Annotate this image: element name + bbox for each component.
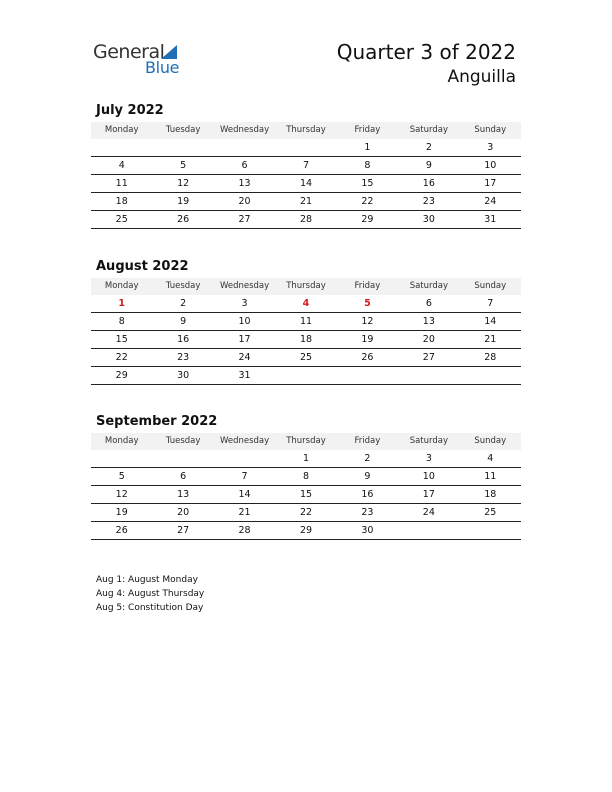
day-cell: 30 (361, 525, 374, 536)
weekday-label: Sunday (474, 281, 507, 291)
day-cell: 27 (422, 352, 435, 363)
day-cell (460, 522, 521, 539)
calendar-grid (91, 433, 521, 540)
logo-triangle-icon (161, 45, 177, 59)
day-cell: 16 (361, 489, 374, 500)
holiday-note: Aug 5: Constitution Day (96, 603, 204, 613)
weekday-label: Thursday (286, 436, 326, 446)
day-cell: 4 (118, 160, 125, 171)
week-row (91, 367, 521, 385)
month-september (91, 413, 521, 540)
day-cell: 24 (238, 352, 251, 363)
day-cell: 17 (238, 334, 251, 345)
week-row (91, 139, 521, 157)
weekday-label: Friday (354, 281, 381, 291)
weekday-label: Monday (104, 125, 139, 135)
day-cell: 5 (180, 160, 187, 171)
day-cell: 13 (238, 178, 251, 189)
day-cell: 15 (299, 489, 313, 500)
day-cell: 11 (299, 316, 313, 327)
day-cell (460, 367, 521, 384)
weekday-header-row (91, 433, 521, 450)
week-row (91, 313, 521, 331)
day-cell: 8 (364, 160, 371, 171)
day-cell: 23 (422, 196, 435, 207)
day-cell: 16 (177, 334, 190, 345)
day-cell: 6 (425, 298, 432, 309)
day-cell (91, 139, 152, 156)
day-cell: 16 (422, 178, 435, 189)
day-cell: 21 (484, 334, 497, 345)
day-cell: 31 (484, 214, 497, 225)
day-cell: 27 (177, 525, 190, 536)
week-row (91, 504, 521, 522)
day-cell: 25 (484, 507, 497, 518)
week-row (91, 522, 521, 540)
month-title: September 2022 (96, 414, 218, 429)
weekday-label: Saturday (409, 436, 448, 446)
day-cell: 3 (241, 298, 248, 309)
weekday-label: Wednesday (219, 125, 270, 135)
weekday-label: Monday (104, 281, 139, 291)
day-cell: 1 (364, 142, 371, 153)
day-cell: 15 (361, 178, 374, 189)
weekday-label: Tuesday (165, 125, 201, 135)
day-cell (398, 367, 459, 384)
day-cell: 30 (177, 370, 190, 381)
day-cell (275, 367, 336, 384)
day-cell: 21 (299, 196, 313, 207)
week-row (91, 349, 521, 367)
holiday-note: Aug 1: August Monday (96, 575, 198, 585)
day-cell: 31 (238, 370, 251, 381)
calendar-grid (91, 122, 521, 229)
day-cell: 22 (361, 196, 374, 207)
day-cell: 12 (361, 316, 374, 327)
weekday-label: Wednesday (219, 281, 270, 291)
day-cell: 25 (115, 214, 128, 225)
day-cell: 24 (422, 507, 435, 518)
day-cell: 23 (361, 507, 374, 518)
day-cell: 23 (177, 352, 190, 363)
month-july (91, 102, 521, 229)
day-cell: 6 (241, 160, 248, 171)
weekday-header-row (91, 122, 521, 139)
generalblue-logo (93, 41, 193, 79)
day-cell: 3 (487, 142, 494, 153)
day-cell: 14 (484, 316, 497, 327)
day-cell: 11 (484, 471, 497, 482)
day-cell: 8 (302, 471, 310, 482)
week-row (91, 175, 521, 193)
day-cell: 7 (487, 298, 494, 309)
day-cell: 24 (484, 196, 497, 207)
page-subtitle: Anguilla (447, 67, 516, 87)
week-row (91, 193, 521, 211)
weekday-label: Sunday (474, 125, 507, 135)
day-cell: 5 (364, 298, 371, 309)
day-cell (214, 450, 275, 467)
month-title: July 2022 (96, 103, 164, 118)
day-cell: 9 (364, 471, 371, 482)
week-row (91, 157, 521, 175)
day-cell: 29 (299, 525, 313, 536)
day-cell: 7 (302, 160, 310, 171)
day-cell: 26 (177, 214, 190, 225)
day-cell: 30 (422, 214, 435, 225)
day-cell: 6 (180, 471, 187, 482)
weekday-label: Saturday (409, 125, 448, 135)
day-cell (152, 450, 213, 467)
day-cell: 12 (177, 178, 190, 189)
weekday-header-row (91, 278, 521, 295)
weekday-label: Tuesday (165, 436, 201, 446)
week-row (91, 211, 521, 229)
day-cell (275, 139, 336, 156)
weekday-label: Sunday (474, 436, 507, 446)
day-cell: 13 (422, 316, 435, 327)
day-cell: 4 (302, 298, 310, 309)
day-cell: 26 (361, 352, 374, 363)
day-cell: 18 (115, 196, 128, 207)
day-cell: 14 (238, 489, 251, 500)
day-cell: 12 (115, 489, 128, 500)
day-cell: 20 (177, 507, 190, 518)
day-cell: 19 (177, 196, 190, 207)
day-cell: 15 (115, 334, 128, 345)
weekday-label: Friday (354, 436, 381, 446)
day-cell: 2 (180, 298, 187, 309)
day-cell: 2 (425, 142, 432, 153)
day-cell: 7 (241, 471, 248, 482)
weekday-label: Friday (354, 125, 381, 135)
weekday-label: Thursday (286, 281, 326, 291)
month-title: August 2022 (96, 259, 189, 274)
day-cell: 18 (484, 489, 497, 500)
day-cell: 22 (115, 352, 128, 363)
day-cell: 21 (238, 507, 251, 518)
day-cell: 2 (364, 453, 371, 464)
week-row (91, 295, 521, 313)
day-cell: 19 (115, 507, 128, 518)
day-cell (152, 139, 213, 156)
holiday-note: Aug 4: August Thursday (96, 589, 205, 599)
day-cell: 5 (118, 471, 125, 482)
day-cell: 3 (425, 453, 432, 464)
day-cell: 13 (177, 489, 190, 500)
day-cell: 10 (238, 316, 251, 327)
day-cell: 22 (299, 507, 313, 518)
day-cell: 9 (425, 160, 432, 171)
day-cell: 11 (115, 178, 128, 189)
weekday-label: Monday (104, 436, 139, 446)
day-cell: 28 (484, 352, 497, 363)
day-cell: 20 (238, 196, 251, 207)
logo-general-text: General (93, 41, 165, 63)
week-row (91, 468, 521, 486)
day-cell: 18 (299, 334, 313, 345)
day-cell: 4 (487, 453, 494, 464)
day-cell: 17 (422, 489, 435, 500)
day-cell (91, 450, 152, 467)
holiday-notes (96, 573, 204, 615)
page-title: Quarter 3 of 2022 (336, 40, 516, 64)
week-row (91, 486, 521, 504)
day-cell: 26 (115, 525, 128, 536)
day-cell: 8 (118, 316, 125, 327)
day-cell: 28 (299, 214, 313, 225)
weekday-label: Tuesday (165, 281, 201, 291)
day-cell: 1 (302, 453, 310, 464)
logo-blue-text: Blue (145, 58, 180, 77)
week-row (91, 331, 521, 349)
day-cell: 10 (422, 471, 435, 482)
day-cell (398, 522, 459, 539)
day-cell: 1 (118, 298, 126, 309)
day-cell: 10 (484, 160, 497, 171)
weekday-label: Thursday (286, 125, 326, 135)
day-cell (337, 367, 398, 384)
calendar-grid (91, 278, 521, 385)
day-cell: 29 (361, 214, 374, 225)
day-cell: 25 (299, 352, 313, 363)
weekday-label: Wednesday (219, 436, 270, 446)
day-cell: 28 (238, 525, 251, 536)
day-cell: 14 (299, 178, 313, 189)
day-cell: 9 (180, 316, 187, 327)
day-cell: 27 (238, 214, 251, 225)
day-cell: 29 (115, 370, 128, 381)
weekday-label: Saturday (409, 281, 448, 291)
day-cell: 20 (422, 334, 435, 345)
month-august (91, 258, 521, 385)
day-cell: 17 (484, 178, 497, 189)
day-cell (214, 139, 275, 156)
week-row (91, 450, 521, 468)
day-cell: 19 (361, 334, 374, 345)
